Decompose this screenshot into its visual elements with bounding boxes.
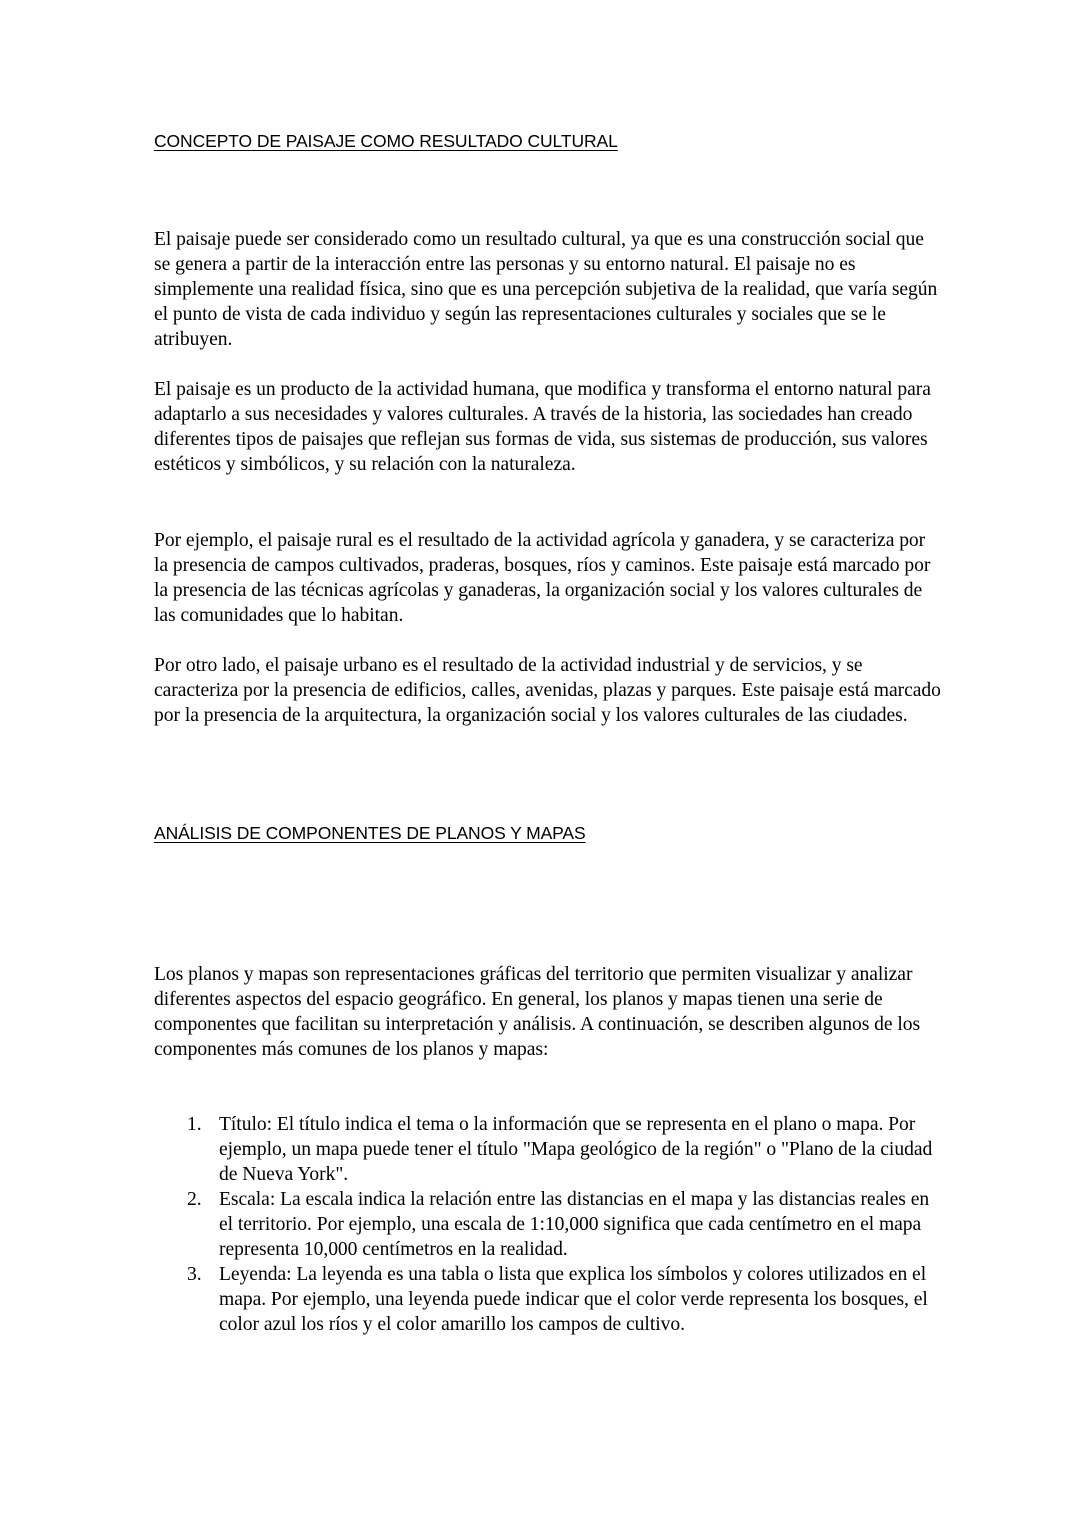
list-item-text: Escala: La escala indica la relación entre las distancias en el mapa y las distancias reales en el territorio. Por ejemplo, una escala de 1:10,000 significa que cada centímetro en el mapa representa 10,000 centímetros en la realidad.: [219, 1189, 930, 1260]
list-number: 2.: [187, 1189, 202, 1210]
paragraph-paisaje-rural: Por ejemplo, el paisaje rural es el resultado de la actividad agrícola y ganadera, y se caracteriza por la presencia de campos cultivados, praderas, bosques, ríos y caminos. Este paisaje está marcado por la presencia de las técnicas agrícolas y ganaderas, la organización social y los valores culturales de las comunidades que lo habitan.: [154, 530, 931, 626]
list-item-text: Leyenda: La leyenda es una tabla o lista que explica los símbolos y colores utilizados en el mapa. Por ejemplo, una leyenda puede indicar que el color verde representa los bosques, el color azul los ríos y el color amarillo los campos de cultivo.: [219, 1264, 928, 1335]
paragraph-planos-intro: Los planos y mapas son representaciones gráficas del territorio que permiten visualizar y analizar diferentes aspectos del espacio geográfico. En general, los planos y mapas tienen una serie de componentes que facilitan su interpretación y análisis. A continuación, se describen algunos de los componentes más comunes de los planos y mapas:: [154, 964, 921, 1060]
list-item-titulo: [154, 1112, 944, 1187]
list-number: 1.: [187, 1114, 202, 1135]
list-item-text: Título: El título indica el tema o la información que se representa en el plano o mapa. Por ejemplo, un mapa puede tener el título "Mapa geológico de la región" o "Plano de la ciudad de Nueva York".: [219, 1114, 933, 1185]
section-heading-planos-mapas: ANÁLISIS DE COMPONENTES DE PLANOS Y MAPAS: [154, 823, 586, 843]
components-list: [154, 1112, 944, 1337]
paragraph-actividad-humana: El paisaje es un producto de la actividad humana, que modifica y transforma el entorno natural para adaptarlo a sus necesidades y valores culturales. A través de la historia, las sociedades han creado diferentes tipos de paisajes que reflejan sus formas de vida, sus sistemas de producción, sus valores estéticos y simbólicos, y su relación con la naturaleza.: [154, 379, 931, 475]
paragraph-paisaje-urbano: Por otro lado, el paisaje urbano es el resultado de la actividad industrial y de servicios, y se caracteriza por la presencia de edificios, calles, avenidas, plazas y parques. Este paisaje está marcado por la presencia de la arquitectura, la organización social y los valores culturales de las ciudades.: [154, 655, 941, 726]
section-heading-paisaje: CONCEPTO DE PAISAJE COMO RESULTADO CULTURAL: [154, 131, 618, 151]
list-item-escala: [154, 1187, 944, 1262]
paragraph-paisaje-intro: El paisaje puede ser considerado como un resultado cultural, ya que es una construcción social que se genera a partir de la interacción entre las personas y su entorno natural. El paisaje no es simplemente una realidad física, sino que es una percepción subjetiva de la realidad, que varía según el punto de vista de cada individuo y según las representaciones culturales y sociales que se le atribuyen.: [154, 229, 938, 350]
list-item-leyenda: [154, 1262, 944, 1337]
list-number: 3.: [187, 1264, 202, 1285]
